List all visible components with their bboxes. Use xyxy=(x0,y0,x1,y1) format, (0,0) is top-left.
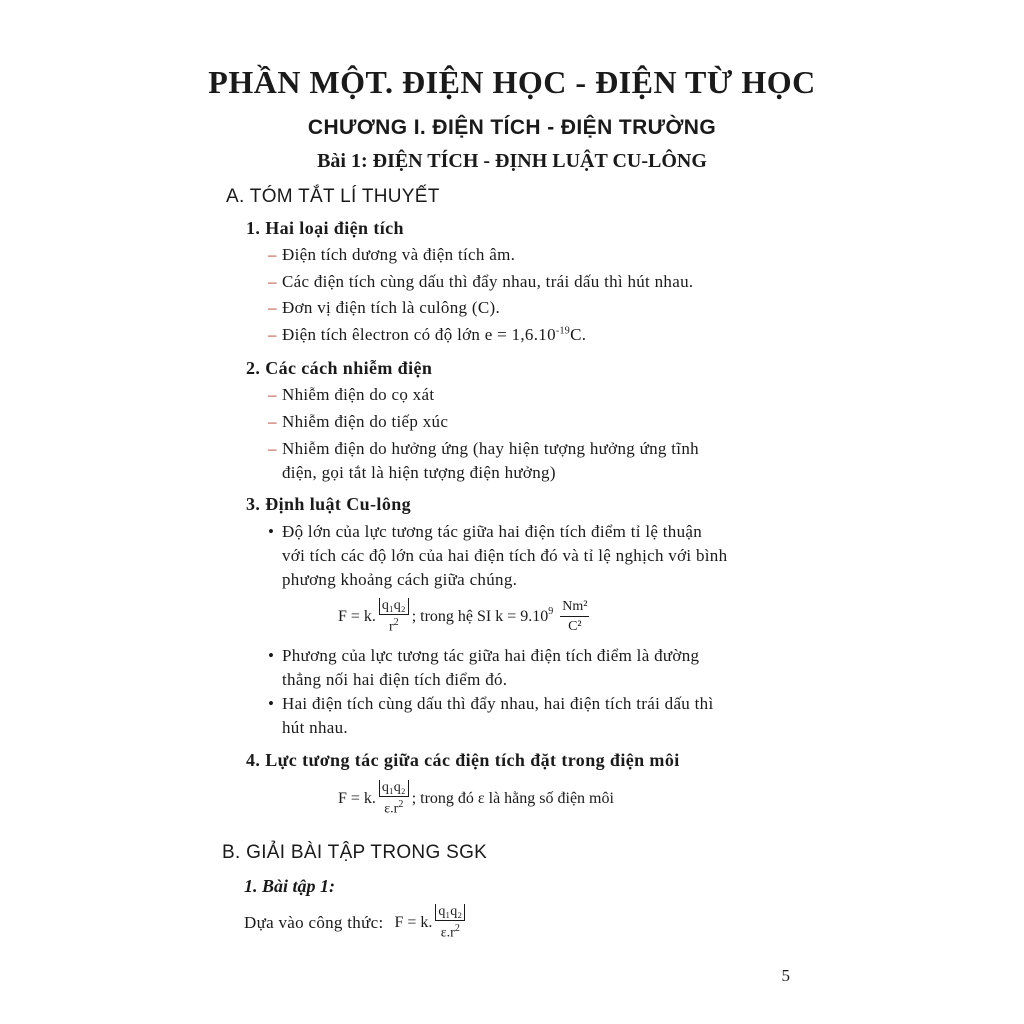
bullet-continuation: thẳng nối hai điện tích điểm đó. xyxy=(282,670,508,689)
formula-numerator: q₁q₂ xyxy=(435,904,465,921)
list-item: – Đơn vị điện tích là culông (C). xyxy=(268,298,500,317)
lesson-title: Bài 1: ĐIỆN TÍCH - ĐỊNH LUẬT CU-LÔNG xyxy=(317,150,707,172)
section-a-heading: A. TÓM TẮT LÍ THUYẾT xyxy=(226,186,440,207)
formula-denominator: $\varepsilon.r^2$ xyxy=(440,923,460,942)
list-item: – Nhiễm điện do tiếp xúc xyxy=(268,412,449,431)
chapter-title: CHƯƠNG I. ĐIỆN TÍCH - ĐIỆN TRƯỜNG xyxy=(307,116,717,139)
sub1-heading: 1. Hai loại điện tích xyxy=(246,218,404,238)
list-item-continuation: điện, gọi tắt là hiện tượng điện hưởng) xyxy=(282,463,556,482)
formula-fraction xyxy=(379,598,409,635)
formula-denominator: $\varepsilon.r^2$ xyxy=(384,799,404,818)
part-title: PHẦN MỘT. ĐIỆN HỌC - ĐIỆN TỪ HỌC xyxy=(208,64,816,100)
dielectric-formula xyxy=(338,780,614,817)
exercise1-formula-line xyxy=(244,904,465,941)
formula-fraction xyxy=(379,780,409,817)
bullet-item: • Phương của lực tương tác giữa hai điện tích điểm là đường xyxy=(268,646,700,665)
sub2-heading: 2. Các cách nhiễm điện xyxy=(246,358,433,378)
bullet-continuation: với tích các độ lớn của hai điện tích đó và tỉ lệ nghịch với bình xyxy=(282,546,728,565)
coulomb-formula xyxy=(338,598,589,635)
section-b-heading: B. GIẢI BÀI TẬP TRONG SGK xyxy=(222,842,488,863)
list-item: – Điện tích êlectron có độ lớn $e = 1,6.10^{-19}C$. xyxy=(268,325,587,344)
list-item: – Nhiễm điện do hưởng ứng (hay hiện tượng hưởng ứng tĩnh xyxy=(268,439,699,458)
dash-marker: – xyxy=(268,412,277,431)
unit-fraction xyxy=(560,599,589,634)
dash-marker: – xyxy=(268,385,277,404)
formula-denominator: $r^2$ xyxy=(388,617,399,636)
page-number: 5 xyxy=(781,966,790,985)
dash-marker: – xyxy=(268,439,277,458)
exercise1-text: Dựa vào công thức: xyxy=(244,912,384,932)
formula-lhs: F = k. xyxy=(338,789,376,807)
sub4-heading: 4. Lực tương tác giữa các điện tích đặt trong điện môi xyxy=(246,750,680,770)
bullet-item: • Hai điện tích cùng dấu thì đẩy nhau, hai điện tích trái dấu thì xyxy=(268,694,714,713)
dash-marker: – xyxy=(268,298,277,317)
list-item: – Điện tích dương và điện tích âm. xyxy=(268,245,516,264)
bullet-marker: • xyxy=(268,646,275,665)
formula-si-text: ; trong hệ SI k = 9.10 xyxy=(411,607,549,625)
exercise1-heading: 1. Bài tập 1: xyxy=(244,876,336,896)
list-item: – Nhiễm điện do cọ xát xyxy=(268,385,435,404)
formula-numerator: q₁q₂ xyxy=(379,598,409,615)
bullet-continuation: phương khoảng cách giữa chúng. xyxy=(282,570,518,589)
unit-numerator: Nm² xyxy=(560,599,589,616)
formula-tail: ; trong đó ε là hằng số điện môi xyxy=(411,789,614,807)
list-item: – Các điện tích cùng dấu thì đẩy nhau, trái dấu thì hút nhau. xyxy=(268,272,694,291)
dash-marker: – xyxy=(268,325,277,344)
charge-exponent: -19 xyxy=(555,325,571,337)
formula-fraction xyxy=(435,904,465,941)
bullet-item: • Độ lớn của lực tương tác giữa hai điện tích điểm tỉ lệ thuận xyxy=(268,522,703,541)
formula-lhs: F = k. xyxy=(394,913,433,931)
formula-numerator: q₁q₂ xyxy=(379,780,409,797)
formula-exponent: 9 xyxy=(548,606,554,618)
unit-denominator: C² xyxy=(568,618,582,634)
bullet-marker: • xyxy=(268,694,275,713)
bullet-marker: • xyxy=(268,522,275,541)
formula-lhs: F = k. xyxy=(338,607,376,625)
bullet-continuation: hút nhau. xyxy=(282,718,348,737)
sub3-heading: 3. Định luật Cu-lông xyxy=(246,494,412,514)
dash-marker: – xyxy=(268,272,277,291)
dash-marker: – xyxy=(268,245,277,264)
